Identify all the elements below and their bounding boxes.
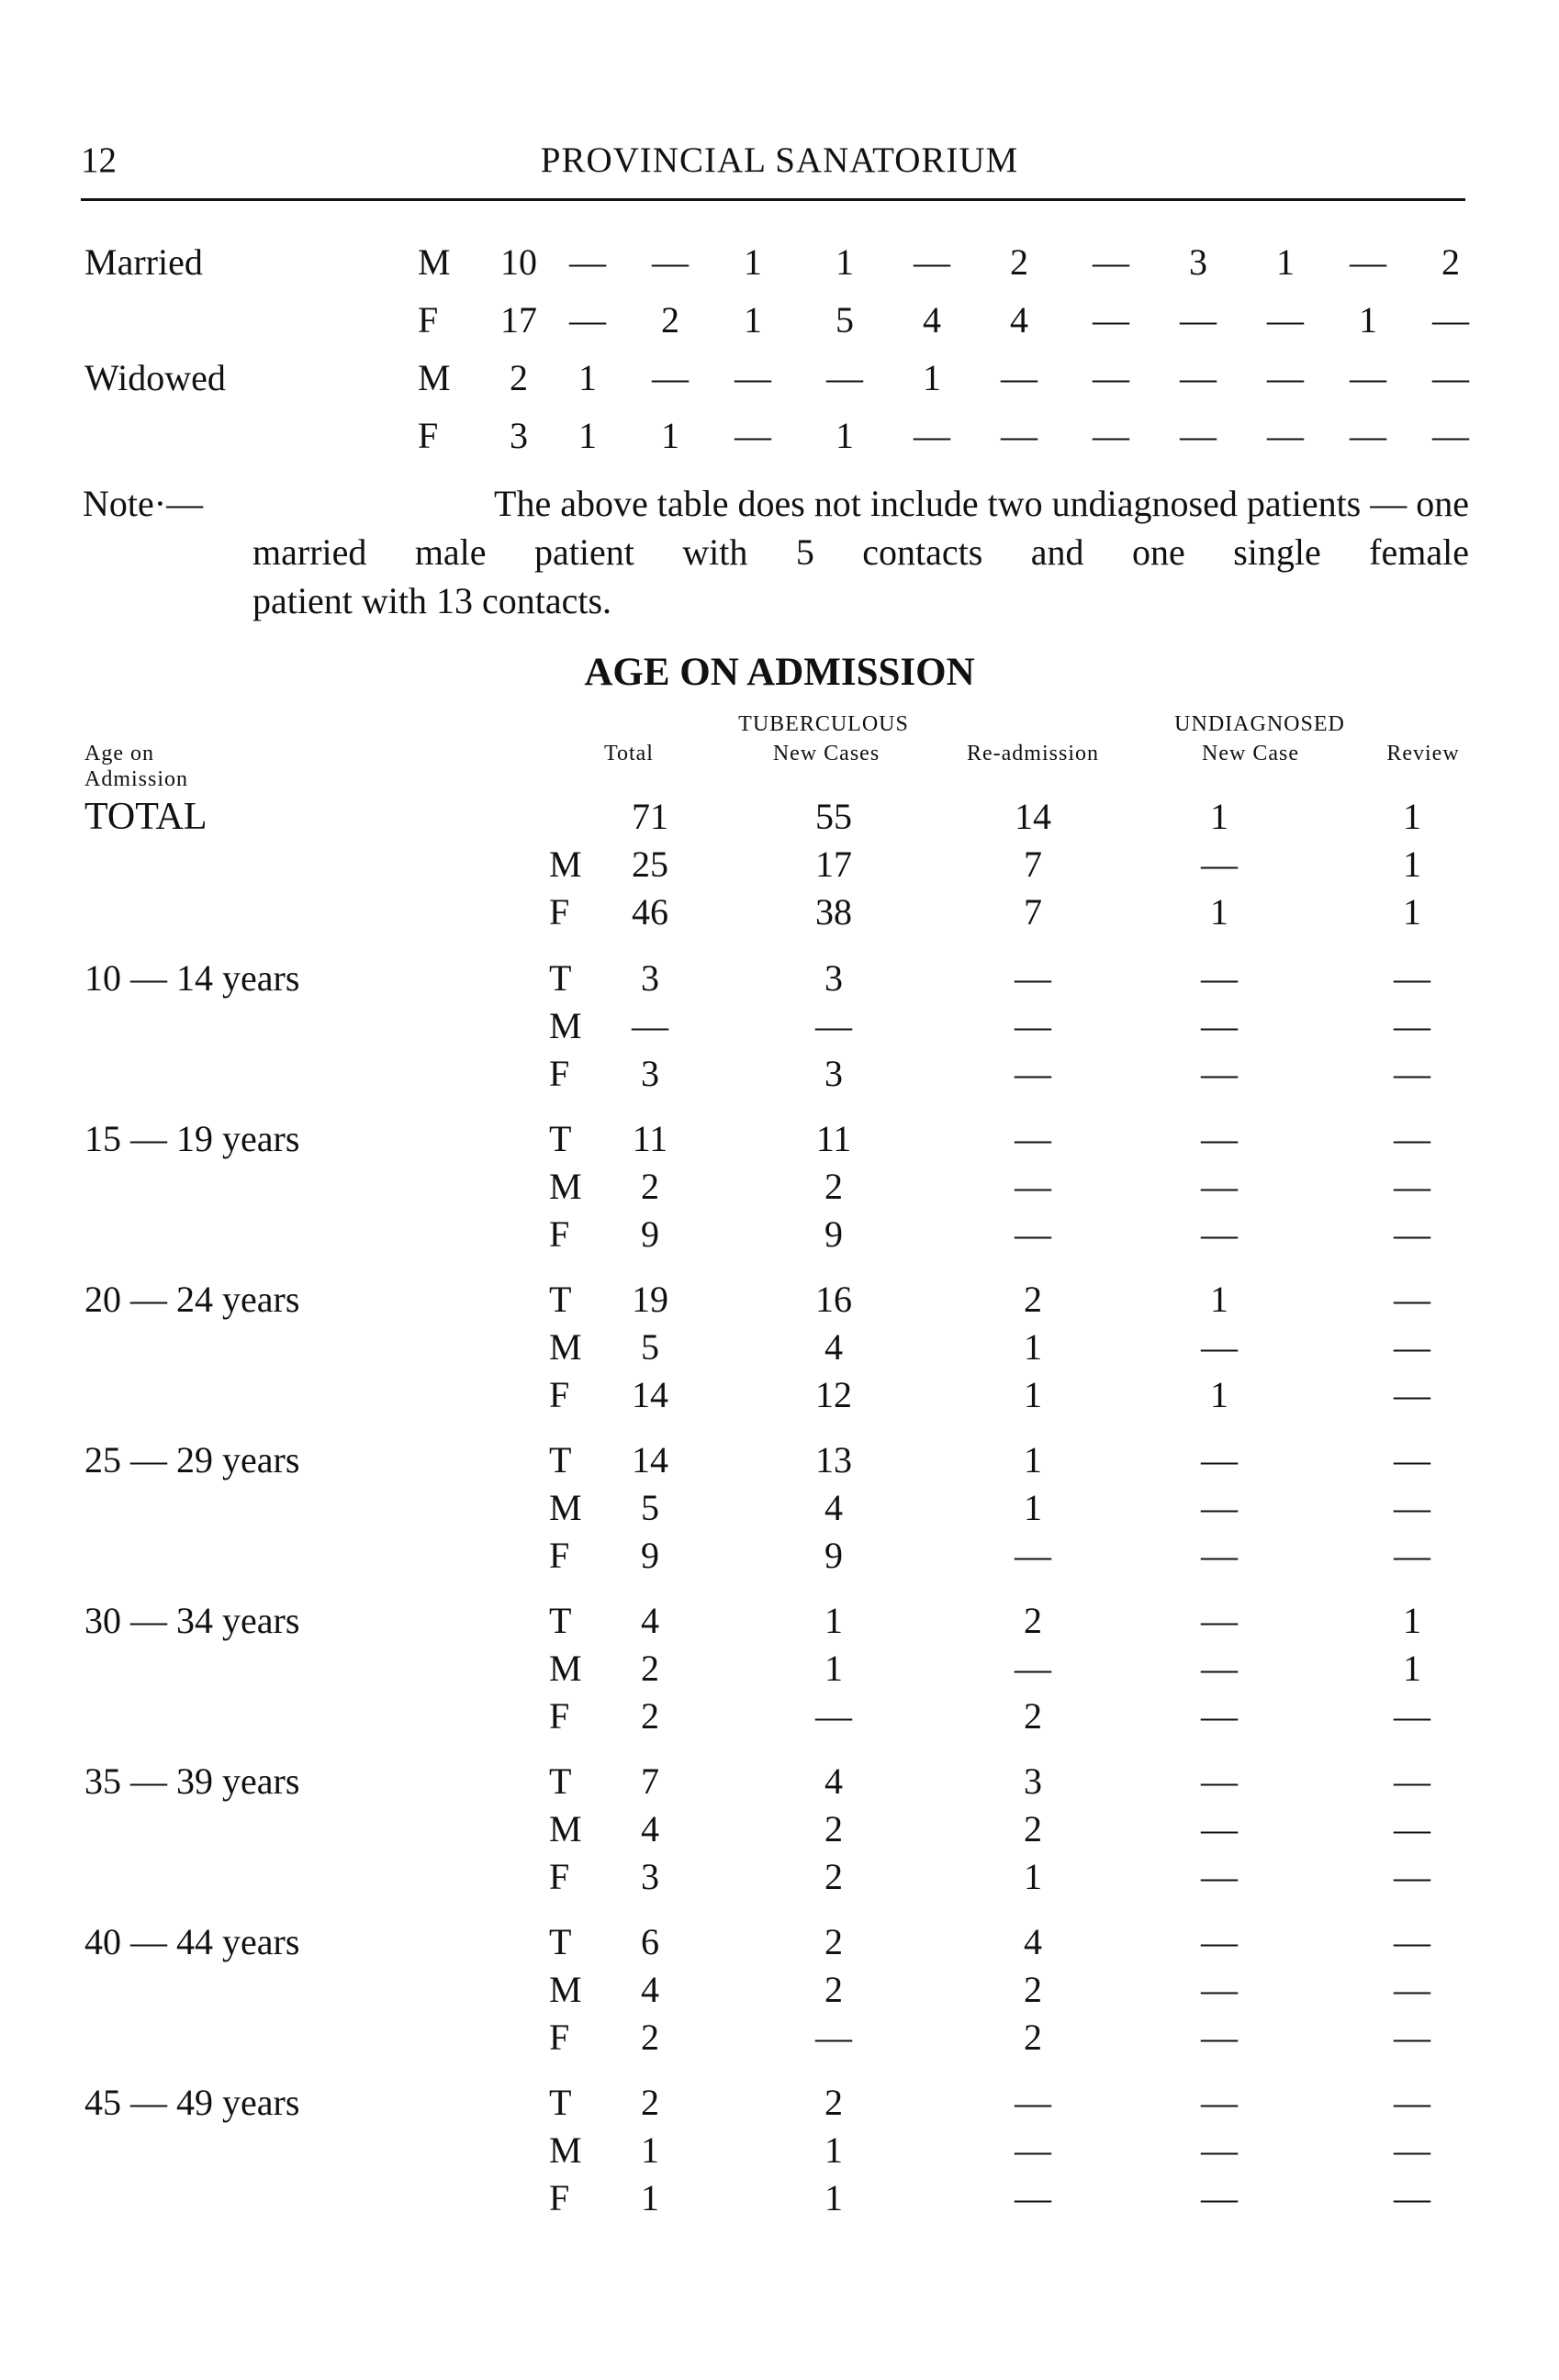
age-cell: — xyxy=(1394,1053,1430,1094)
age-cell: 5 xyxy=(641,1326,659,1368)
age-group-label: 35 — 39 years xyxy=(84,1760,300,1802)
marital-cell: 10 xyxy=(500,241,537,283)
marital-cell: — xyxy=(1180,299,1217,341)
marital-cell: 2 xyxy=(1010,241,1028,283)
age-group-label: 15 — 19 years xyxy=(84,1118,300,1159)
age-cell: 38 xyxy=(815,891,852,933)
marital-cell: 3 xyxy=(510,415,528,456)
age-cell: — xyxy=(1201,844,1238,885)
age-cell: 4 xyxy=(1024,1921,1042,1962)
age-sex-code: F xyxy=(549,1535,570,1576)
group-header-undiagnosed: UNDIAGNOSED xyxy=(1174,712,1345,736)
age-sex-code: T xyxy=(549,1600,572,1641)
marital-cell: 2 xyxy=(1441,241,1460,283)
age-cell: — xyxy=(1015,1166,1051,1207)
marital-cell: — xyxy=(1350,241,1386,283)
age-cell: — xyxy=(1201,1053,1238,1094)
age-cell: — xyxy=(1015,957,1051,999)
age-sex-code: T xyxy=(549,1439,572,1481)
note-line-1 xyxy=(83,479,1469,528)
age-cell: 2 xyxy=(824,2082,843,2123)
marital-cell: — xyxy=(1001,415,1037,456)
age-cell: 1 xyxy=(1403,844,1421,885)
marital-cell: — xyxy=(652,241,689,283)
marital-cell: 2 xyxy=(510,357,528,398)
age-cell: 1 xyxy=(1024,1439,1042,1481)
age-cell: — xyxy=(1201,1439,1238,1481)
age-cell: 9 xyxy=(641,1213,659,1255)
age-cell: — xyxy=(1201,1808,1238,1849)
age-cell: 3 xyxy=(641,1856,659,1897)
age-sex-code: T xyxy=(549,2082,572,2123)
note-line-3: patient with 13 contacts. xyxy=(252,580,612,621)
age-sex-code: M xyxy=(549,1969,582,2010)
age-cell: — xyxy=(1394,2082,1430,2123)
header-rule xyxy=(81,198,1465,201)
marital-sex-code: F xyxy=(418,299,439,341)
age-cell: — xyxy=(1201,1326,1238,1368)
marital-cell: — xyxy=(1432,415,1469,456)
age-sex-code: F xyxy=(549,2177,570,2218)
marital-cell: — xyxy=(1093,357,1129,398)
age-cell: — xyxy=(1015,1005,1051,1046)
marital-sex-code: M xyxy=(418,357,451,398)
marital-group-label: Widowed xyxy=(84,357,226,398)
marital-cell: 1 xyxy=(578,415,597,456)
age-cell: — xyxy=(1201,1856,1238,1897)
age-cell: — xyxy=(632,1005,668,1046)
age-cell: 19 xyxy=(632,1279,668,1320)
age-cell: — xyxy=(1394,1535,1430,1576)
marital-cell: 5 xyxy=(836,299,854,341)
age-cell: 1 xyxy=(1403,891,1421,933)
age-cell: 1 xyxy=(824,1600,843,1641)
marital-cell: 1 xyxy=(661,415,679,456)
age-cell: 1 xyxy=(1024,1374,1042,1415)
age-cell: 4 xyxy=(824,1487,843,1528)
marital-group-label: Married xyxy=(84,241,203,283)
row-header-line-1: Age on xyxy=(84,742,154,765)
age-sex-code: M xyxy=(549,1005,582,1046)
age-cell: — xyxy=(1394,1856,1430,1897)
age-cell: 4 xyxy=(824,1326,843,1368)
marital-cell: — xyxy=(569,241,606,283)
marital-cell: 1 xyxy=(836,241,854,283)
age-cell: 4 xyxy=(824,1760,843,1802)
age-cell: — xyxy=(1015,2082,1051,2123)
age-cell: — xyxy=(1201,1969,1238,2010)
age-cell: 2 xyxy=(1024,1808,1042,1849)
age-cell: 1 xyxy=(1403,796,1421,837)
age-cell: 6 xyxy=(641,1921,659,1962)
age-cell: 9 xyxy=(824,1213,843,1255)
age-cell: — xyxy=(1201,1648,1238,1689)
age-cell: — xyxy=(1201,1213,1238,1255)
age-cell: — xyxy=(1394,1118,1430,1159)
marital-cell: 1 xyxy=(578,357,597,398)
age-cell: — xyxy=(1201,1921,1238,1962)
age-cell: 17 xyxy=(815,844,852,885)
note-label: Note·— xyxy=(83,483,204,524)
age-sex-code: F xyxy=(549,1213,570,1255)
age-cell: 1 xyxy=(824,2129,843,2171)
age-cell: — xyxy=(1394,1213,1430,1255)
age-cell: — xyxy=(1201,1760,1238,1802)
age-cell: 25 xyxy=(632,844,668,885)
age-sex-code: M xyxy=(549,1326,582,1368)
age-cell: 3 xyxy=(824,1053,843,1094)
age-cell: 1 xyxy=(1403,1600,1421,1641)
page-number: 12 xyxy=(81,140,117,180)
age-sex-code: T xyxy=(549,1118,572,1159)
age-cell: 2 xyxy=(1024,2017,1042,2058)
age-cell: — xyxy=(1394,1921,1430,1962)
marital-cell: — xyxy=(1093,299,1129,341)
marital-cell: — xyxy=(1432,299,1469,341)
marital-cell: — xyxy=(1180,415,1217,456)
age-cell: 1 xyxy=(824,1648,843,1689)
marital-sex-code: F xyxy=(418,415,439,456)
age-cell: 1 xyxy=(1024,1326,1042,1368)
marital-sex-code: M xyxy=(418,241,451,283)
age-cell: — xyxy=(1394,1005,1430,1046)
marital-cell: — xyxy=(1267,299,1304,341)
age-cell: 7 xyxy=(641,1760,659,1802)
age-sex-code: M xyxy=(549,2129,582,2171)
age-sex-code: F xyxy=(549,1053,570,1094)
age-cell: — xyxy=(1201,1695,1238,1737)
group-header-tuberculous: TUBERCULOUS xyxy=(738,712,909,736)
age-cell: 14 xyxy=(632,1374,668,1415)
age-cell: — xyxy=(1201,1005,1238,1046)
age-sex-code: F xyxy=(549,1695,570,1737)
marital-cell: — xyxy=(914,415,950,456)
age-cell: — xyxy=(1394,2129,1430,2171)
age-cell: — xyxy=(1394,1439,1430,1481)
age-cell: 2 xyxy=(641,2017,659,2058)
age-cell: 2 xyxy=(824,1969,843,2010)
age-sex-code: M xyxy=(549,1648,582,1689)
marital-cell: — xyxy=(1180,357,1217,398)
age-cell: 11 xyxy=(815,1118,852,1159)
age-cell: 2 xyxy=(1024,1695,1042,1737)
age-cell: 11 xyxy=(632,1118,668,1159)
age-sex-code: M xyxy=(549,1166,582,1207)
age-sex-code: T xyxy=(549,1760,572,1802)
age-cell: — xyxy=(815,1005,852,1046)
age-cell: 1 xyxy=(1210,1279,1228,1320)
age-cell: — xyxy=(1394,1969,1430,2010)
age-cell: 1 xyxy=(1024,1487,1042,1528)
marital-cell: — xyxy=(1093,415,1129,456)
age-cell: 2 xyxy=(641,1695,659,1737)
age-cell: 16 xyxy=(815,1279,852,1320)
age-cell: 4 xyxy=(641,1969,659,2010)
age-cell: 2 xyxy=(641,1648,659,1689)
age-cell: — xyxy=(1201,2082,1238,2123)
age-sex-code: F xyxy=(549,891,570,933)
column-header-new-cases: New Cases xyxy=(772,742,880,765)
age-cell: — xyxy=(1201,1118,1238,1159)
age-sex-code: F xyxy=(549,1374,570,1415)
marital-cell: — xyxy=(652,357,689,398)
age-cell: — xyxy=(1015,2129,1051,2171)
marital-cell: — xyxy=(1267,357,1304,398)
age-cell: — xyxy=(1015,1648,1051,1689)
marital-cell: — xyxy=(735,415,771,456)
age-cell: — xyxy=(1201,1600,1238,1641)
age-cell: — xyxy=(1201,957,1238,999)
age-cell: — xyxy=(1015,2177,1051,2218)
age-cell: 1 xyxy=(1024,1856,1042,1897)
marital-cell: — xyxy=(569,299,606,341)
section-title: AGE ON ADMISSION xyxy=(584,651,975,694)
age-cell: 1 xyxy=(824,2177,843,2218)
age-cell: — xyxy=(1201,1166,1238,1207)
age-cell: 1 xyxy=(1210,891,1228,933)
age-cell: 13 xyxy=(815,1439,852,1481)
age-total-label: TOTAL xyxy=(84,796,207,838)
marital-cell: 1 xyxy=(836,415,854,456)
age-cell: 2 xyxy=(824,1856,843,1897)
marital-cell: — xyxy=(1093,241,1129,283)
marital-cell: — xyxy=(735,357,771,398)
age-cell: 1 xyxy=(1210,796,1228,837)
age-cell: — xyxy=(1394,2177,1430,2218)
marital-cell: — xyxy=(1267,415,1304,456)
age-cell: — xyxy=(1394,1808,1430,1849)
column-header-new-case: New Case xyxy=(1202,742,1299,765)
age-group-label: 10 — 14 years xyxy=(84,957,300,999)
age-group-label: 40 — 44 years xyxy=(84,1921,300,1962)
marital-cell: — xyxy=(1350,357,1386,398)
marital-cell: 1 xyxy=(923,357,941,398)
marital-cell: 4 xyxy=(1010,299,1028,341)
age-cell: — xyxy=(1201,2177,1238,2218)
marital-cell: 1 xyxy=(744,241,762,283)
marital-cell: — xyxy=(914,241,950,283)
age-group-label: 20 — 24 years xyxy=(84,1279,300,1320)
age-cell: 4 xyxy=(641,1808,659,1849)
age-cell: 14 xyxy=(1015,796,1051,837)
age-cell: 3 xyxy=(824,957,843,999)
age-cell: 2 xyxy=(824,1921,843,1962)
age-cell: — xyxy=(1015,1213,1051,1255)
age-cell: — xyxy=(1394,1487,1430,1528)
age-group-label: 45 — 49 years xyxy=(84,2082,300,2123)
age-sex-code: T xyxy=(549,1921,572,1962)
marital-cell: 2 xyxy=(661,299,679,341)
age-cell: 71 xyxy=(632,796,668,837)
age-sex-code: T xyxy=(549,957,572,999)
column-header-readmission: Re-admission xyxy=(967,742,1099,765)
column-header-total: Total xyxy=(604,742,654,765)
age-cell: — xyxy=(1015,1535,1051,1576)
row-header-line-2: Admission xyxy=(84,767,189,791)
age-cell: — xyxy=(1394,1166,1430,1207)
age-sex-code: M xyxy=(549,844,582,885)
marital-cell: — xyxy=(1432,357,1469,398)
note-line-2: married male patient with 5 contacts and one single female xyxy=(252,531,1469,573)
marital-cell: — xyxy=(1350,415,1386,456)
age-sex-code: F xyxy=(549,2017,570,2058)
age-cell: — xyxy=(1015,1053,1051,1094)
age-cell: 2 xyxy=(1024,1969,1042,2010)
age-cell: — xyxy=(815,1695,852,1737)
age-cell: 5 xyxy=(641,1487,659,1528)
age-cell: 1 xyxy=(1210,1374,1228,1415)
age-cell: 2 xyxy=(641,2082,659,2123)
age-cell: 2 xyxy=(1024,1600,1042,1641)
age-cell: 1 xyxy=(1403,1648,1421,1689)
age-sex-code: F xyxy=(549,1856,570,1897)
age-cell: — xyxy=(1201,2017,1238,2058)
age-group-label: 30 — 34 years xyxy=(84,1600,300,1641)
age-cell: — xyxy=(1201,2129,1238,2171)
age-cell: 9 xyxy=(824,1535,843,1576)
note-text-1: The above table does not include two undiagnosed patients — one xyxy=(494,483,1469,524)
age-cell: 3 xyxy=(641,957,659,999)
age-sex-code: M xyxy=(549,1808,582,1849)
age-cell: — xyxy=(1394,1279,1430,1320)
age-sex-code: T xyxy=(549,1279,572,1320)
marital-cell: 17 xyxy=(500,299,537,341)
marital-cell: 1 xyxy=(744,299,762,341)
age-cell: 12 xyxy=(815,1374,852,1415)
running-title: PROVINCIAL SANATORIUM xyxy=(540,140,1019,180)
age-cell: — xyxy=(815,2017,852,2058)
table-note xyxy=(83,479,1469,625)
marital-cell: 1 xyxy=(1359,299,1377,341)
age-cell: 2 xyxy=(824,1808,843,1849)
age-group-label: 25 — 29 years xyxy=(84,1439,300,1481)
age-cell: — xyxy=(1394,1326,1430,1368)
age-cell: — xyxy=(1394,1695,1430,1737)
age-cell: 3 xyxy=(641,1053,659,1094)
age-cell: — xyxy=(1394,2017,1430,2058)
age-cell: 2 xyxy=(1024,1279,1042,1320)
marital-cell: — xyxy=(1001,357,1037,398)
age-cell: 2 xyxy=(641,1166,659,1207)
age-cell: 1 xyxy=(641,2177,659,2218)
marital-cell: — xyxy=(826,357,863,398)
age-cell: 9 xyxy=(641,1535,659,1576)
column-header-review: Review xyxy=(1386,742,1460,765)
age-cell: 7 xyxy=(1024,844,1042,885)
age-cell: 46 xyxy=(632,891,668,933)
age-cell: 4 xyxy=(641,1600,659,1641)
age-cell: 1 xyxy=(641,2129,659,2171)
age-cell: — xyxy=(1015,1118,1051,1159)
marital-cell: 4 xyxy=(923,299,941,341)
age-cell: 2 xyxy=(824,1166,843,1207)
marital-cell: 1 xyxy=(1276,241,1295,283)
age-cell: 55 xyxy=(815,796,852,837)
age-cell: 3 xyxy=(1024,1760,1042,1802)
age-cell: — xyxy=(1201,1487,1238,1528)
age-cell: — xyxy=(1394,1374,1430,1415)
age-cell: — xyxy=(1394,1760,1430,1802)
marital-cell: 3 xyxy=(1189,241,1207,283)
age-cell: — xyxy=(1201,1535,1238,1576)
age-cell: 14 xyxy=(632,1439,668,1481)
age-cell: 7 xyxy=(1024,891,1042,933)
age-cell: — xyxy=(1394,957,1430,999)
age-sex-code: M xyxy=(549,1487,582,1528)
